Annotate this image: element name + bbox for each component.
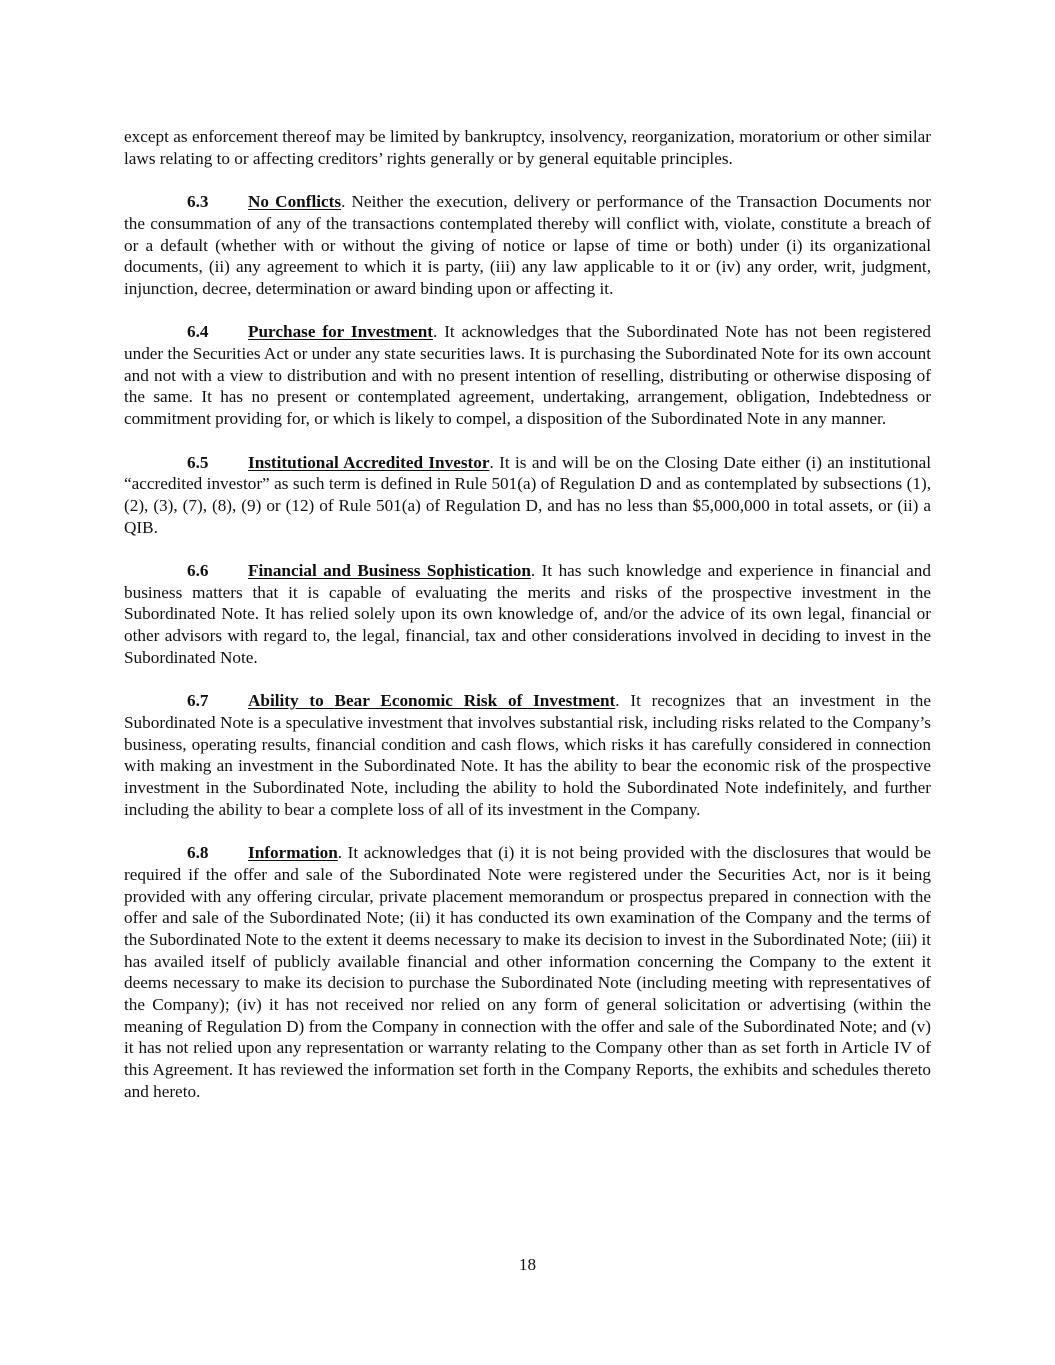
section-heading: Institutional Accredited Investor	[248, 452, 490, 472]
section-6-7	[124, 690, 931, 820]
section-heading: No Conflicts	[248, 192, 342, 212]
section-6-8	[124, 842, 931, 1102]
section-number: 6.7	[187, 691, 209, 711]
page-number: 18	[518, 1255, 537, 1274]
section-6-3	[124, 191, 931, 300]
continuation-paragraph: except as enforcement thereof may be limited by bankruptcy, insolvency, reorganization, moratorium or other similar laws relating to or affecting creditors’ rights generally or by general equitable principles.	[124, 127, 931, 168]
section-6-5	[124, 452, 931, 539]
section-heading: Ability to Bear Economic Risk of Investment	[248, 691, 616, 711]
section-text: . It recognizes that an investment in the Subordinated Note is a speculative investment that involves substantial risk, including risks related to the Company’s business, operating results, financial condition and cash flows, which risks it has carefully considered in connection with making an investment in the Subordinated Note. It has the ability to bear the economic risk of the prospective investment in the Subordinated Note, including the ability to hold the Subordinated Note indefinitely, and further including the ability to bear a complete loss of all of its investment in the Company.	[124, 691, 931, 819]
section-heading: Information	[248, 843, 338, 863]
section-6-4	[124, 321, 931, 430]
section-heading: Purchase for Investment	[248, 322, 434, 342]
section-number: 6.6	[187, 561, 209, 580]
section-heading: Financial and Business Sophistication	[248, 561, 531, 580]
document-page	[124, 126, 931, 1124]
section-text: . It acknowledges that (i) it is not being provided with the disclosures that would be required if the offer and sale of the Subordinated Note were registered under the Securities Act, nor is it being provided with any offering circular, private placement memorandum or prospectus prepared in connection with the offer and sale of the Subordinated Note; (ii) it has conducted its own examination of the Company and the terms of the Subordinated Note to the extent it deems necessary to make its decision to invest in the Subordinated Note; (iii) it has availed itself of publicly available financial and other information concerning the Company to the extent it deems necessary to make its decision to purchase the Subordinated Note (including meeting with representatives of the Company); (iv) it has not received nor relied on any form of general solicitation or advertising (within the meaning of Regulation D) from the Company in connection with the offer and sale of the Subordinated Note; and (v) it has not relied upon any representation or warranty relating to the Company other than as set forth in Article IV of this Agreement. It has reviewed the information set forth in the Company Reports, the exhibits and schedules thereto and hereto.	[124, 843, 931, 1101]
section-number: 6.5	[187, 452, 209, 472]
section-text: . It is and will be on the Closing Date either (i) an institutional “accredited investor” as such term is defined in Rule 501(a) of Regulation D and as contemplated by subsections (1), (2), (3), (7), (8), (9) or (12) of Rule 501(a) of Regulation D, and has no less than $5,000,000 in total assets, or (ii) a QIB.	[124, 452, 931, 537]
section-6-6	[124, 560, 931, 669]
section-number: 6.3	[187, 192, 209, 212]
section-number: 6.8	[187, 843, 209, 863]
section-text: . It has such knowledge and experience in financial and business matters that it is capable of evaluating the merits and risks of the prospective investment in the Subordinated Note. It has relied solely upon its own knowledge of, and/or the advice of its own legal, financial or other advisors with regard to, the legal, financial, tax and other considerations involved in deciding to invest in the Subordinated Note.	[124, 561, 931, 667]
section-text: . It acknowledges that the Subordinated Note has not been registered under the Securities Act or under any state securities laws. It is purchasing the Subordinated Note for its own account and not with a view to distribution and with no present intention of reselling, distributing or otherwise disposing of the same. It has no present or contemplated agreement, undertaking, arrangement, obligation, Indebtedness or commitment providing for, or which is likely to compel, a disposition of the Subordinated Note in any manner.	[124, 322, 931, 429]
section-number: 6.4	[187, 322, 209, 342]
section-text: . Neither the execution, delivery or performance of the Transaction Documents nor the consummation of any of the transactions contemplated thereby will conflict with, violate, constitute a breach of or a default (whether with or without the giving of notice or lapse of time or both) under (i) its organizational documents, (ii) any agreement to which it is party, (iii) any law applicable to it or (iv) any order, writ, judgment, injunction, decree, determination or award binding upon or affecting it.	[124, 192, 931, 298]
